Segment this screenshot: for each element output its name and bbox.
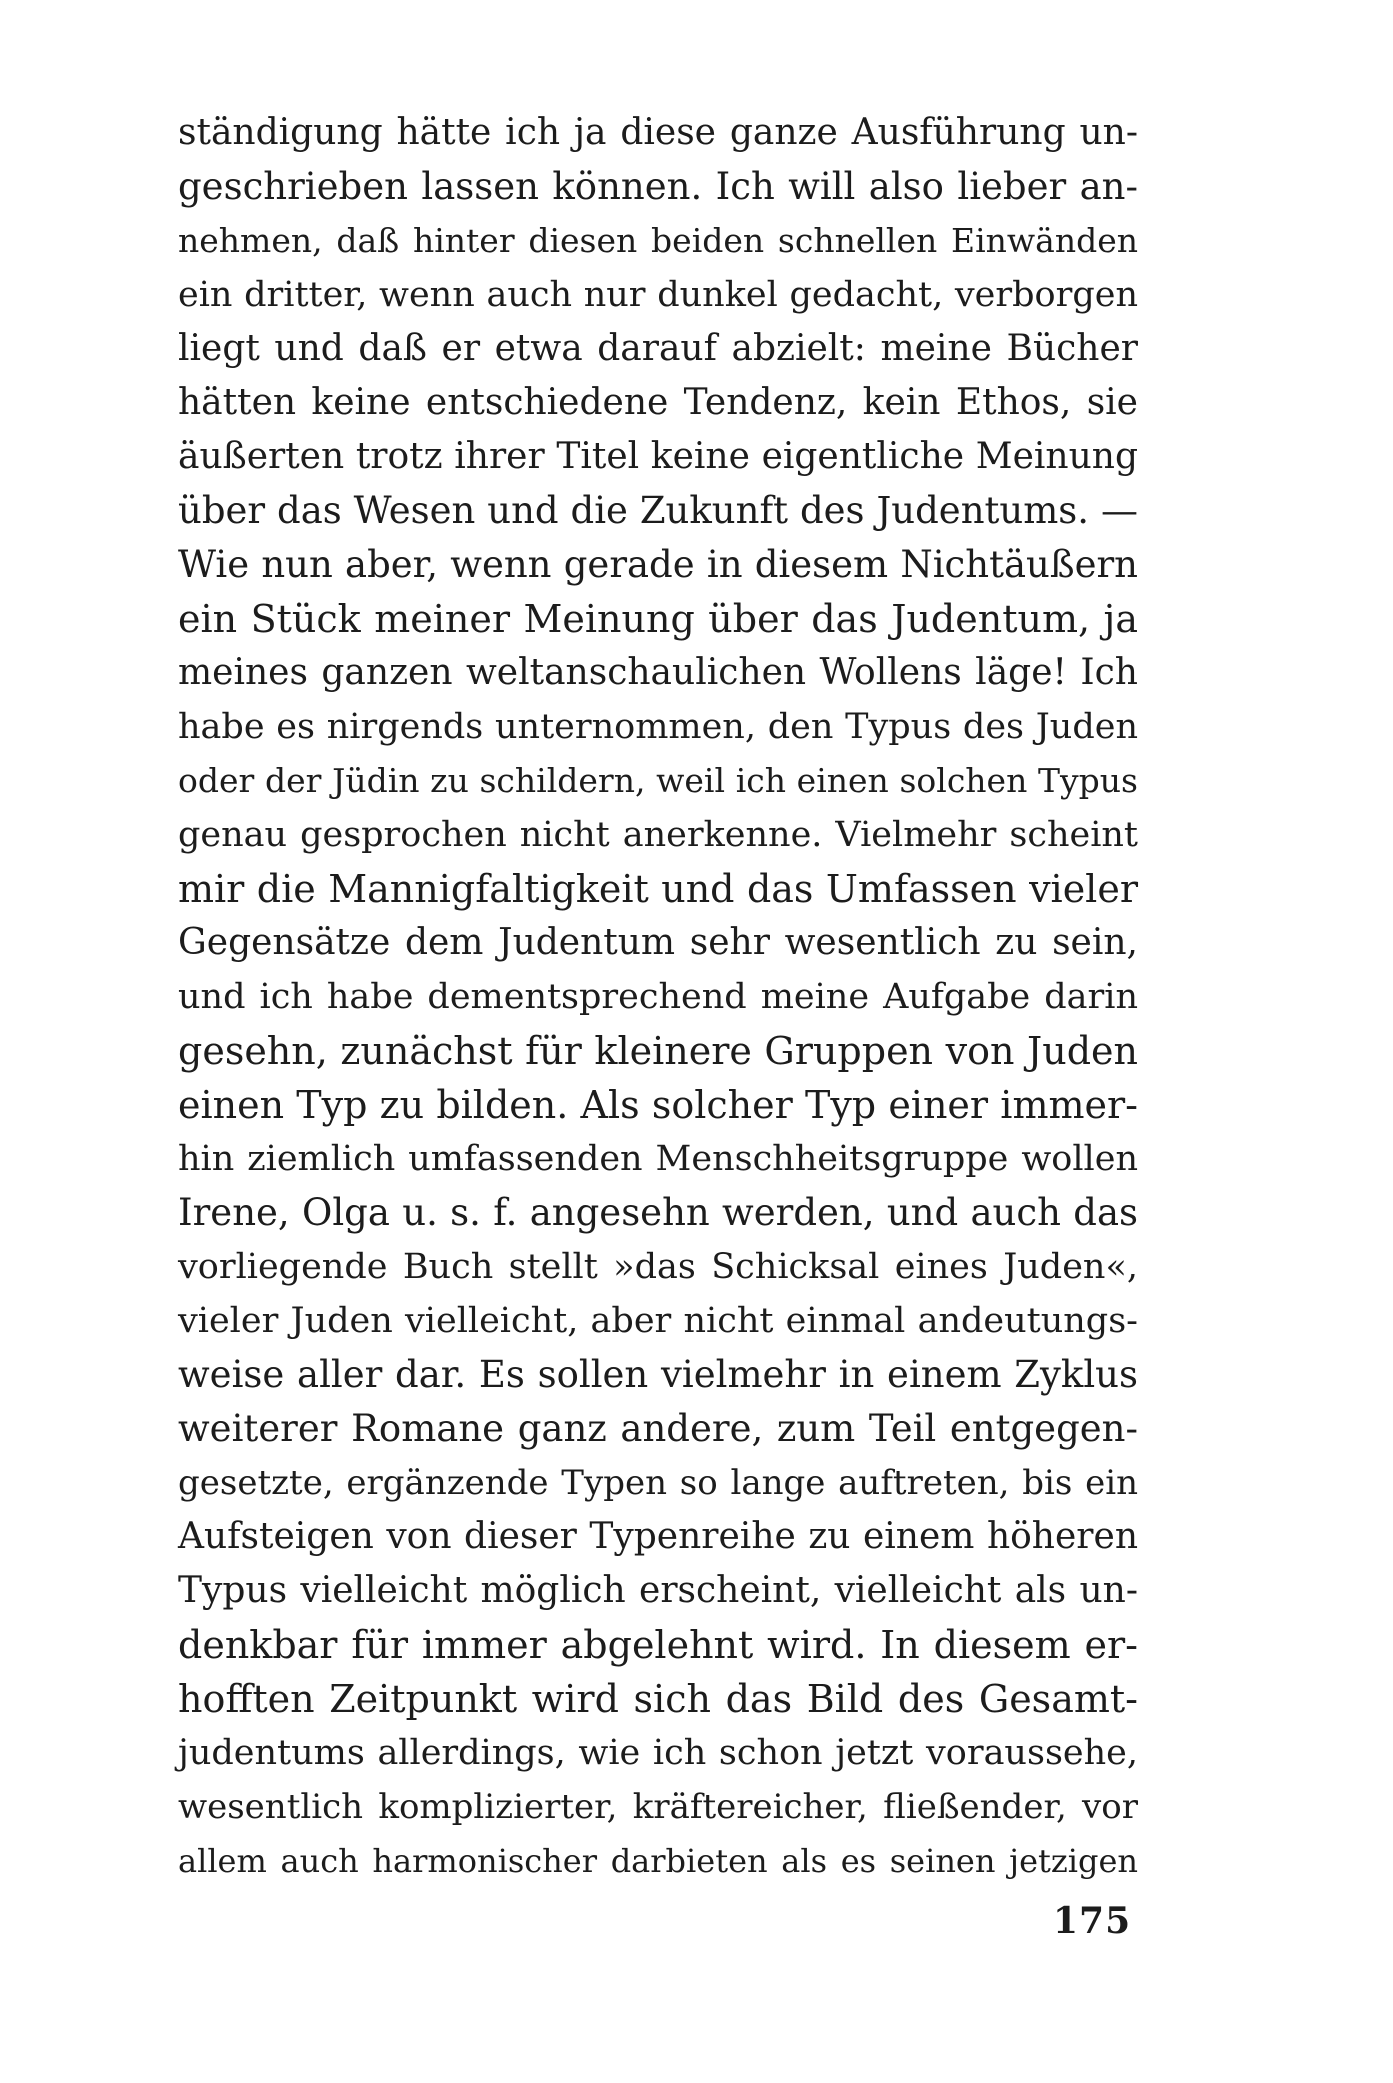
text-line: über das Wesen und die Zukunft des Judentums. — (178, 489, 1138, 532)
text-line: einen Typ zu bilden. Als solcher Typ einer immer- (178, 1083, 1138, 1127)
text-line: denkbar für immer abgelehnt wird. In diesem er- (178, 1623, 1138, 1667)
text-line: habe es nirgends unternommen, den Typus des Juden (178, 707, 1138, 747)
text-line: oder der Jüdin zu schildern, weil ich einen solchen Typus (178, 761, 1138, 800)
text-line: gesehn, zunächst für kleinere Gruppen von Juden (178, 1029, 1138, 1073)
text-line: Typus vielleicht möglich erscheint, vielleicht als un- (178, 1570, 1138, 1611)
text-line: weiterer Romane ganz andere, zum Teil entgegen- (178, 1407, 1138, 1450)
text-line: mir die Mannigfaltigkeit und das Umfassen vieler (178, 867, 1138, 911)
text-line: vieler Juden vielleicht, aber nicht einmal andeutungs- (178, 1301, 1138, 1341)
text-line: liegt und daß er etwa darauf abzielt: meine Bücher (178, 328, 1138, 369)
text-line: vorliegende Buch stellt »das Schicksal eines Juden«, (178, 1247, 1138, 1287)
text-line: Irene, Olga u. s. f. angesehn werden, und auch das (178, 1191, 1138, 1234)
text-line: hätten keine entschiedene Tendenz, kein Ethos, sie (178, 382, 1138, 423)
page-number: 175 (1053, 1900, 1132, 1942)
text-line: ein Stück meiner Meinung über das Judentum, ja (178, 597, 1138, 641)
text-line: meines ganzen weltanschaulichen Wollens läge! Ich (178, 652, 1138, 693)
text-line: und ich habe dementsprechend meine Aufgabe darin (178, 977, 1138, 1017)
text-line: wesentlich komplizierter, kräftereicher, fließender, vor (178, 1787, 1138, 1827)
text-line: weise aller dar. Es sollen vielmehr in einem Zyklus (178, 1353, 1138, 1396)
text-line: gesetzte, ergänzende Typen so lange auftreten, bis ein (178, 1463, 1138, 1503)
text-line: nehmen, daß hinter diesen beiden schnellen Einwänden (178, 221, 1138, 260)
text-line: judentums allerdings, wie ich schon jetzt voraussehe, (178, 1733, 1138, 1773)
text-line: ein dritter, wenn auch nur dunkel gedacht, verborgen (178, 275, 1138, 315)
text-line: hofften Zeitpunkt wird sich das Bild des Gesamt- (178, 1677, 1138, 1721)
text-line: Wie nun aber, wenn gerade in diesem Nichtäußern (178, 543, 1138, 586)
text-line: genau gesprochen nicht anerkenne. Vielmehr scheint (178, 815, 1138, 855)
text-line: allem auch harmonischer darbieten als es seinen jetzigen (178, 1842, 1138, 1880)
text-line: äußerten trotz ihrer Titel keine eigentliche Meinung (178, 436, 1138, 477)
text-line: Gegensätze dem Judentum sehr wesentlich zu sein, (178, 922, 1138, 963)
text-line: Aufsteigen von dieser Typenreihe zu einem höheren (178, 1516, 1138, 1557)
text-line: ständigung hätte ich ja diese ganze Ausführung un- (178, 112, 1138, 153)
text-line: geschrieben lassen können. Ich will also lieber an- (178, 165, 1138, 208)
body-text (178, 106, 1138, 1888)
text-line: hin ziemlich umfassenden Menschheitsgruppe wollen (178, 1139, 1138, 1179)
